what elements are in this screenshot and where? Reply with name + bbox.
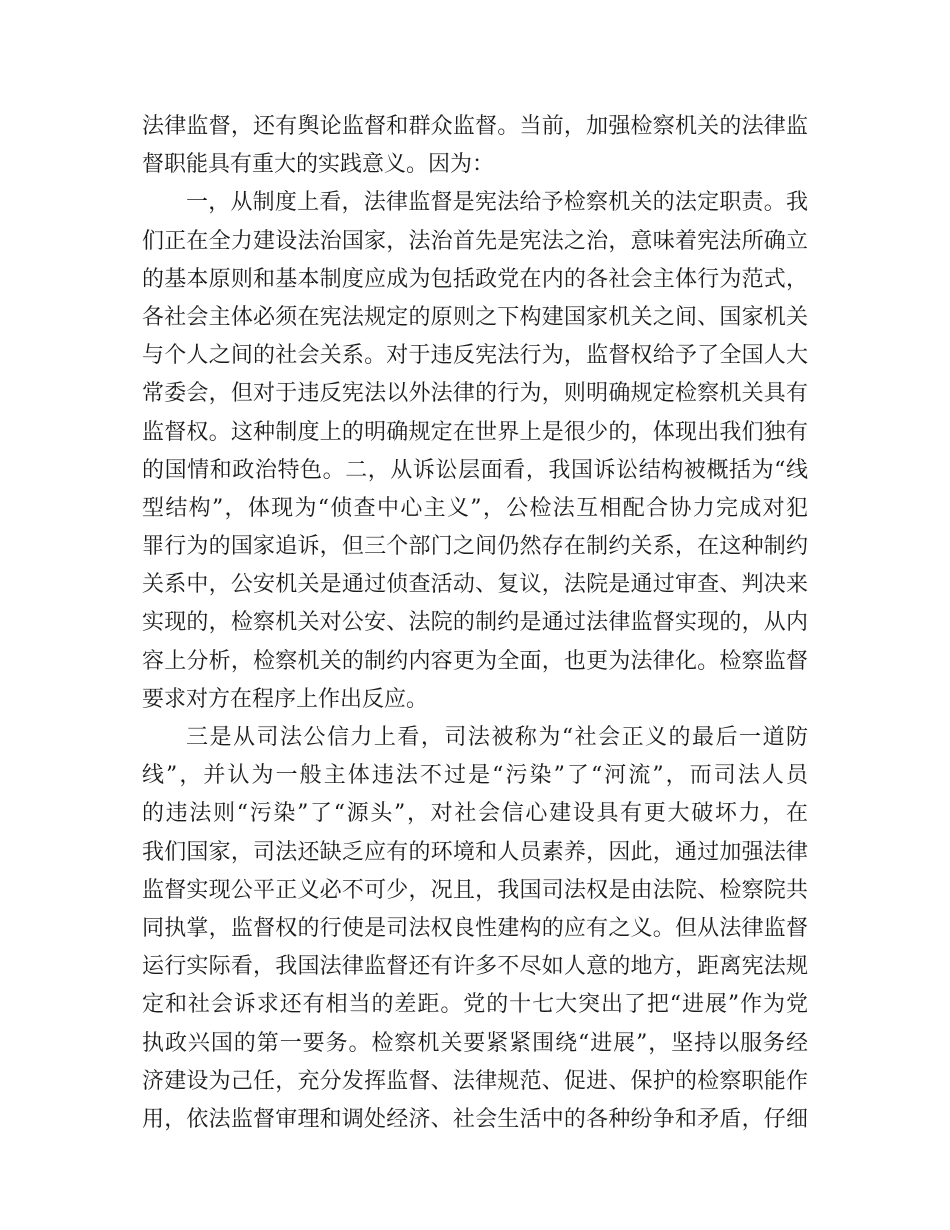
text-line: 型结构”，体现为“侦查中心主义”，公检法互相配合协力完成对犯	[142, 495, 808, 521]
text-line: 容上分析，检察机关的制约内容更为全面，也更为法律化。检察监督	[142, 648, 808, 674]
text-line: 罪行为的国家追诉，但三个部门之间仍然存在制约关系，在这种制约	[142, 534, 808, 560]
text-line: 定和社会诉求还有相当的差距。党的十七大突出了把“进展”作为党	[142, 992, 808, 1018]
text-line: 的国情和政治特色。二，从诉讼层面看，我国诉讼结构被概括为“线	[142, 457, 808, 483]
text-line: 监督实现公平正义必不可少，况且，我国司法权是由法院、检察院共	[142, 877, 808, 903]
text-line: 要求对方在程序上作出反应。	[142, 686, 429, 712]
text-line: 监督权。这种制度上的明确规定在世界上是很少的，体现出我们独有	[142, 419, 808, 445]
text-line: 我们国家，司法还缺乏应有的环境和人员素养，因此，通过加强法律	[142, 839, 808, 865]
text-line: 关系中，公安机关是通过侦查活动、复议，法院是通过审查、判决来	[142, 572, 808, 598]
text-line: 督职能具有重大的实践意义。因为：	[142, 152, 495, 178]
text-line: 济建设为己任，充分发挥监督、法律规范、促进、保护的检察职能作	[142, 1068, 808, 1094]
body-text	[142, 108, 808, 1139]
text-line: 同执掌，监督权的行使是司法权良性建构的应有之义。但从法律监督	[142, 915, 808, 941]
text-line: 运行实际看，我国法律监督还有许多不尽如人意的地方，距离宪法规	[142, 954, 808, 980]
text-line: 用，依法监督审理和调处经济、社会生活中的各种纷争和矛盾，仔细	[142, 1106, 808, 1132]
paragraph-first-line: 一，从制度上看，法律监督是宪法给予检察机关的法定职责。我	[186, 190, 808, 216]
text-line: 各社会主体必须在宪法规定的原则之下构建国家机关之间、国家机关	[142, 304, 808, 330]
text-line: 们正在全力建设法治国家，法治首先是宪法之治，意味着宪法所确立	[142, 228, 808, 254]
text-line: 与个人之间的社会关系。对于违反宪法行为，监督权给予了全国人大	[142, 343, 808, 369]
text-line: 法律监督，还有舆论监督和群众监督。当前，加强检察机关的法律监	[142, 114, 808, 139]
text-line: 实现的，检察机关对公安、法院的制约是通过法律监督实现的，从内	[142, 610, 808, 636]
text-line: 执政兴国的第一要务。检察机关要紧紧围绕“进展”，坚持以服务经	[142, 1030, 808, 1056]
text-line: 线”，并认为一般主体违法不过是“污染”了“河流”，而司法人员	[142, 763, 808, 789]
text-line: 常委会，但对于违反宪法以外法律的行为，则明确规定检察机关具有	[142, 381, 808, 407]
text-line: 的基本原则和基本制度应成为包括政党在内的各社会主体行为范式，	[142, 266, 808, 292]
text-line: 的违法则“污染”了“源头”，对社会信心建设具有更大破坏力，在	[142, 801, 808, 827]
paragraph-first-line: 三是从司法公信力上看，司法被称为“社会正义的最后一道防	[186, 725, 808, 750]
